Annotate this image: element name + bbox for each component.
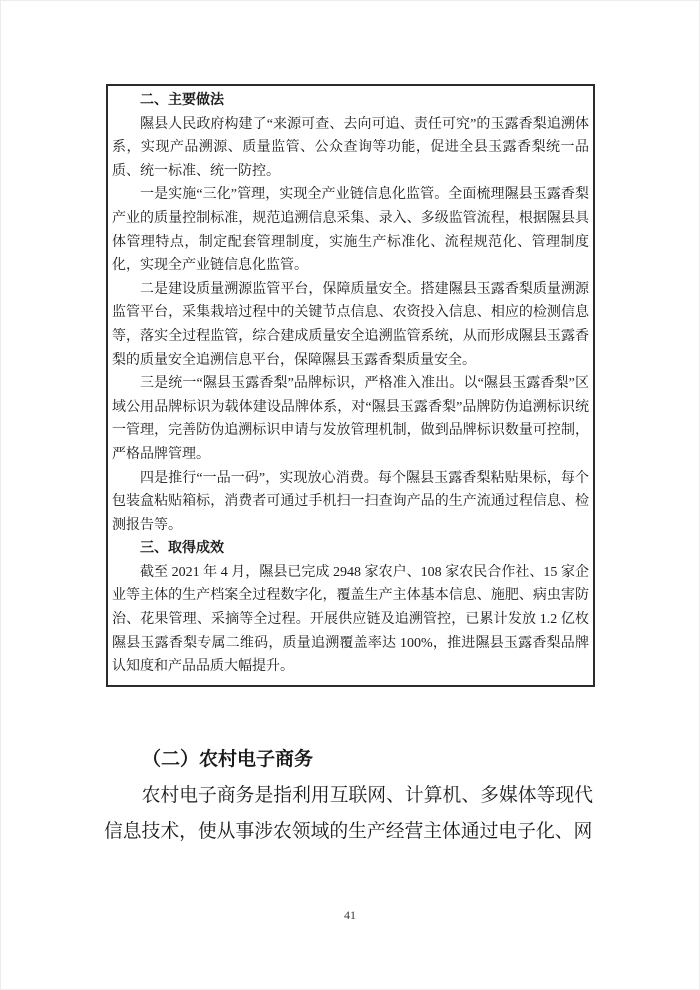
bordered-textbox (106, 84, 595, 687)
paragraph: 隰县人民政府构建了“来源可查、去向可追、责任可究”的玉露香梨追溯体系，实现产品溯源、质量监管、公众查询等功能，促进全县玉露香梨统一品质、统一标准、统一防控。 (112, 116, 589, 179)
page-number: 41 (344, 908, 356, 922)
box-heading-achievements: 三、取得成效 (140, 541, 224, 557)
paragraph: 截至 2021 年 4 月，隰县已完成 2948 家农户、108 家农民合作社、15 家企业等主体的生产档案全过程数字化，覆盖生产主体基本信息、施肥、病虫害防治、花果管理、采摘等全过程。开展供应链及追溯管控，已累计发放 1.2 亿枚隰县玉露香梨专属二维码，质量追溯覆盖率达 100%，推进隰县玉露香梨品牌认知度和产品品质大幅提升。 (112, 564, 589, 675)
paragraph: 一是实施“三化”管理，实现全产业链信息化监管。全面梳理隰县玉露香梨产业的质量控制标准，规范追溯信息采集、录入、多级监管流程，根据隰县具体管理特点，制定配套管理制度，实施生产标准化、流程规范化、管理制度化，实现全产业链信息化监管。 (112, 187, 589, 274)
page-footer (0, 908, 700, 923)
section-heading: （二）农村电子商务 (142, 749, 314, 770)
box-heading-main-practices: 二、主要做法 (140, 93, 224, 108)
rural-ecommerce-section (104, 742, 593, 850)
paragraph: 农村电子商务是指利用互联网、计算机、多媒体等现代信息技术，使从事涉农领域的生产经营主体通过电子化、网 (104, 785, 593, 842)
paragraph: 四是推行“一品一码”，实现放心消费。每个隰县玉露香梨粘贴果标，每个包装盒粘贴箱标，消费者可通过手机扫一扫查询产品的生产流通过程信息、检测报告等。 (112, 470, 589, 533)
paragraph: 三是统一“隰县玉露香梨”品牌标识，严格准入准出。以“隰县玉露香梨”区域公用品牌标识为载体建设品牌体系，对“隰县玉露香梨”品牌防伪追溯标识统一管理，完善防伪追溯标识申请与发放管理机制，做到品牌标识数量可控制，严格品牌管理。 (112, 376, 589, 462)
paragraph: 二是建设质量溯源监管平台，保障质量安全。搭建隰县玉露香梨质量溯源监管平台，采集栽培过程中的关键节点信息、农资投入信息、相应的检测信息等，落实全过程监管，综合建成质量安全追溯监管系统，从而形成隰县玉露香梨的质量安全追溯信息平台，保障隰县玉露香梨质量安全。 (112, 281, 589, 368)
